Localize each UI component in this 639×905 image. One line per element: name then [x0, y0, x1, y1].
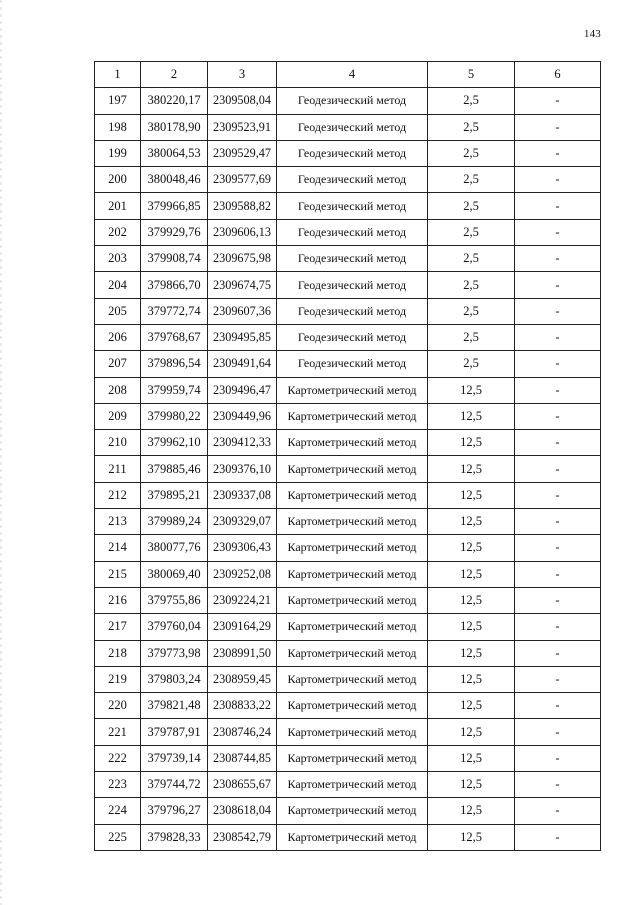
point-number-cell: 221 [95, 719, 141, 745]
table-row [95, 324, 601, 350]
table-row [95, 719, 601, 745]
point-number-cell: 200 [95, 167, 141, 193]
point-number-cell: 217 [95, 614, 141, 640]
y-coordinate-cell: 2308618,04 [208, 798, 277, 824]
y-coordinate-cell: 2309607,36 [208, 298, 277, 324]
y-coordinate-cell: 2309164,29 [208, 614, 277, 640]
y-coordinate-cell: 2309529,47 [208, 140, 277, 166]
table-row [95, 772, 601, 798]
note-cell: - [515, 587, 601, 613]
point-number-cell: 208 [95, 377, 141, 403]
table-row [95, 193, 601, 219]
table-row [95, 693, 601, 719]
method-cell: Картометрический метод [277, 377, 428, 403]
table-row [95, 824, 601, 850]
table-row [95, 140, 601, 166]
y-coordinate-cell: 2309376,10 [208, 456, 277, 482]
note-cell: - [515, 140, 601, 166]
method-cell: Геодезический метод [277, 114, 428, 140]
accuracy-cell: 2,5 [428, 88, 515, 114]
x-coordinate-cell: 379866,70 [141, 272, 208, 298]
note-cell: - [515, 772, 601, 798]
method-cell: Геодезический метод [277, 167, 428, 193]
y-coordinate-cell: 2309306,43 [208, 535, 277, 561]
point-number-cell: 202 [95, 219, 141, 245]
point-number-cell: 224 [95, 798, 141, 824]
note-cell: - [515, 745, 601, 771]
point-number-cell: 223 [95, 772, 141, 798]
header-col-2: 2 [141, 62, 208, 88]
method-cell: Картометрический метод [277, 456, 428, 482]
accuracy-cell: 12,5 [428, 509, 515, 535]
note-cell: - [515, 824, 601, 850]
accuracy-cell: 12,5 [428, 719, 515, 745]
x-coordinate-cell: 379760,04 [141, 614, 208, 640]
note-cell: - [515, 272, 601, 298]
table-row [95, 561, 601, 587]
table-row [95, 298, 601, 324]
x-coordinate-cell: 379744,72 [141, 772, 208, 798]
note-cell: - [515, 640, 601, 666]
method-cell: Геодезический метод [277, 219, 428, 245]
x-coordinate-cell: 379966,85 [141, 193, 208, 219]
note-cell: - [515, 561, 601, 587]
point-number-cell: 225 [95, 824, 141, 850]
method-cell: Картометрический метод [277, 693, 428, 719]
point-number-cell: 201 [95, 193, 141, 219]
x-coordinate-cell: 379989,24 [141, 509, 208, 535]
method-cell: Геодезический метод [277, 88, 428, 114]
point-number-cell: 199 [95, 140, 141, 166]
x-coordinate-cell: 379929,76 [141, 219, 208, 245]
accuracy-cell: 2,5 [428, 219, 515, 245]
y-coordinate-cell: 2309491,64 [208, 351, 277, 377]
method-cell: Картометрический метод [277, 561, 428, 587]
table-row [95, 798, 601, 824]
point-number-cell: 220 [95, 693, 141, 719]
y-coordinate-cell: 2309496,47 [208, 377, 277, 403]
method-cell: Картометрический метод [277, 772, 428, 798]
table-row [95, 430, 601, 456]
table-row [95, 614, 601, 640]
note-cell: - [515, 430, 601, 456]
table-row [95, 403, 601, 429]
header-row [95, 62, 601, 88]
method-cell: Геодезический метод [277, 272, 428, 298]
point-number-cell: 211 [95, 456, 141, 482]
accuracy-cell: 2,5 [428, 114, 515, 140]
note-cell: - [515, 456, 601, 482]
point-number-cell: 218 [95, 640, 141, 666]
x-coordinate-cell: 379803,24 [141, 666, 208, 692]
coordinates-table [94, 61, 601, 851]
note-cell: - [515, 114, 601, 140]
y-coordinate-cell: 2308746,24 [208, 719, 277, 745]
method-cell: Картометрический метод [277, 482, 428, 508]
method-cell: Картометрический метод [277, 666, 428, 692]
accuracy-cell: 12,5 [428, 482, 515, 508]
x-coordinate-cell: 380064,53 [141, 140, 208, 166]
point-number-cell: 216 [95, 587, 141, 613]
note-cell: - [515, 351, 601, 377]
x-coordinate-cell: 379773,98 [141, 640, 208, 666]
method-cell: Картометрический метод [277, 745, 428, 771]
method-cell: Геодезический метод [277, 246, 428, 272]
y-coordinate-cell: 2309337,08 [208, 482, 277, 508]
point-number-cell: 203 [95, 246, 141, 272]
table-header [95, 62, 601, 88]
y-coordinate-cell: 2309495,85 [208, 324, 277, 350]
x-coordinate-cell: 379772,74 [141, 298, 208, 324]
accuracy-cell: 12,5 [428, 824, 515, 850]
x-coordinate-cell: 380069,40 [141, 561, 208, 587]
y-coordinate-cell: 2309606,13 [208, 219, 277, 245]
method-cell: Геодезический метод [277, 324, 428, 350]
note-cell: - [515, 403, 601, 429]
note-cell: - [515, 377, 601, 403]
header-col-3: 3 [208, 62, 277, 88]
note-cell: - [515, 193, 601, 219]
method-cell: Геодезический метод [277, 140, 428, 166]
y-coordinate-cell: 2308959,45 [208, 666, 277, 692]
accuracy-cell: 2,5 [428, 193, 515, 219]
accuracy-cell: 12,5 [428, 561, 515, 587]
header-col-4: 4 [277, 62, 428, 88]
y-coordinate-cell: 2308655,67 [208, 772, 277, 798]
note-cell: - [515, 219, 601, 245]
point-number-cell: 215 [95, 561, 141, 587]
x-coordinate-cell: 379962,10 [141, 430, 208, 456]
point-number-cell: 212 [95, 482, 141, 508]
y-coordinate-cell: 2309588,82 [208, 193, 277, 219]
accuracy-cell: 2,5 [428, 298, 515, 324]
note-cell: - [515, 167, 601, 193]
note-cell: - [515, 246, 601, 272]
x-coordinate-cell: 379828,33 [141, 824, 208, 850]
header-col-1: 1 [95, 62, 141, 88]
accuracy-cell: 12,5 [428, 745, 515, 771]
accuracy-cell: 12,5 [428, 535, 515, 561]
x-coordinate-cell: 379959,74 [141, 377, 208, 403]
x-coordinate-cell: 379896,54 [141, 351, 208, 377]
x-coordinate-cell: 379755,86 [141, 587, 208, 613]
method-cell: Геодезический метод [277, 193, 428, 219]
method-cell: Картометрический метод [277, 535, 428, 561]
note-cell: - [515, 693, 601, 719]
accuracy-cell: 12,5 [428, 798, 515, 824]
table-row [95, 167, 601, 193]
point-number-cell: 214 [95, 535, 141, 561]
table-row [95, 219, 601, 245]
note-cell: - [515, 719, 601, 745]
table-row [95, 640, 601, 666]
y-coordinate-cell: 2308542,79 [208, 824, 277, 850]
point-number-cell: 207 [95, 351, 141, 377]
method-cell: Картометрический метод [277, 614, 428, 640]
note-cell: - [515, 482, 601, 508]
y-coordinate-cell: 2308744,85 [208, 745, 277, 771]
method-cell: Картометрический метод [277, 640, 428, 666]
table-row [95, 351, 601, 377]
y-coordinate-cell: 2309674,75 [208, 272, 277, 298]
x-coordinate-cell: 380178,90 [141, 114, 208, 140]
x-coordinate-cell: 380077,76 [141, 535, 208, 561]
method-cell: Геодезический метод [277, 298, 428, 324]
method-cell: Картометрический метод [277, 798, 428, 824]
point-number-cell: 209 [95, 403, 141, 429]
method-cell: Картометрический метод [277, 430, 428, 456]
accuracy-cell: 12,5 [428, 430, 515, 456]
table-row [95, 272, 601, 298]
point-number-cell: 198 [95, 114, 141, 140]
accuracy-cell: 2,5 [428, 324, 515, 350]
table-row [95, 377, 601, 403]
page-number: 143 [583, 28, 601, 40]
table-row [95, 114, 601, 140]
y-coordinate-cell: 2309577,69 [208, 167, 277, 193]
y-coordinate-cell: 2309412,33 [208, 430, 277, 456]
x-coordinate-cell: 380220,17 [141, 88, 208, 114]
table-row [95, 482, 601, 508]
note-cell: - [515, 614, 601, 640]
accuracy-cell: 12,5 [428, 377, 515, 403]
x-coordinate-cell: 380048,46 [141, 167, 208, 193]
scan-edge-artifact [0, 0, 2, 905]
note-cell: - [515, 298, 601, 324]
note-cell: - [515, 509, 601, 535]
point-number-cell: 210 [95, 430, 141, 456]
accuracy-cell: 2,5 [428, 167, 515, 193]
x-coordinate-cell: 379768,67 [141, 324, 208, 350]
y-coordinate-cell: 2309329,07 [208, 509, 277, 535]
accuracy-cell: 12,5 [428, 666, 515, 692]
accuracy-cell: 2,5 [428, 246, 515, 272]
table-row [95, 535, 601, 561]
header-col-5: 5 [428, 62, 515, 88]
header-col-6: 6 [515, 62, 601, 88]
x-coordinate-cell: 379895,21 [141, 482, 208, 508]
method-cell: Картометрический метод [277, 719, 428, 745]
point-number-cell: 213 [95, 509, 141, 535]
point-number-cell: 205 [95, 298, 141, 324]
point-number-cell: 197 [95, 88, 141, 114]
accuracy-cell: 12,5 [428, 614, 515, 640]
accuracy-cell: 12,5 [428, 456, 515, 482]
accuracy-cell: 2,5 [428, 140, 515, 166]
y-coordinate-cell: 2308991,50 [208, 640, 277, 666]
table-row [95, 745, 601, 771]
accuracy-cell: 12,5 [428, 403, 515, 429]
x-coordinate-cell: 379787,91 [141, 719, 208, 745]
table-row [95, 587, 601, 613]
note-cell: - [515, 798, 601, 824]
table-row [95, 666, 601, 692]
accuracy-cell: 2,5 [428, 351, 515, 377]
method-cell: Картометрический метод [277, 509, 428, 535]
y-coordinate-cell: 2309523,91 [208, 114, 277, 140]
note-cell: - [515, 324, 601, 350]
table-row [95, 456, 601, 482]
x-coordinate-cell: 379980,22 [141, 403, 208, 429]
note-cell: - [515, 535, 601, 561]
point-number-cell: 222 [95, 745, 141, 771]
accuracy-cell: 12,5 [428, 640, 515, 666]
point-number-cell: 204 [95, 272, 141, 298]
note-cell: - [515, 666, 601, 692]
x-coordinate-cell: 379821,48 [141, 693, 208, 719]
x-coordinate-cell: 379885,46 [141, 456, 208, 482]
method-cell: Картометрический метод [277, 824, 428, 850]
point-number-cell: 219 [95, 666, 141, 692]
method-cell: Геодезический метод [277, 351, 428, 377]
table-body [95, 88, 601, 851]
y-coordinate-cell: 2309252,08 [208, 561, 277, 587]
accuracy-cell: 12,5 [428, 587, 515, 613]
accuracy-cell: 12,5 [428, 693, 515, 719]
table-row [95, 509, 601, 535]
method-cell: Картометрический метод [277, 587, 428, 613]
accuracy-cell: 2,5 [428, 272, 515, 298]
accuracy-cell: 12,5 [428, 772, 515, 798]
y-coordinate-cell: 2308833,22 [208, 693, 277, 719]
x-coordinate-cell: 379908,74 [141, 246, 208, 272]
y-coordinate-cell: 2309449,96 [208, 403, 277, 429]
y-coordinate-cell: 2309675,98 [208, 246, 277, 272]
method-cell: Картометрический метод [277, 403, 428, 429]
y-coordinate-cell: 2309224,21 [208, 587, 277, 613]
x-coordinate-cell: 379739,14 [141, 745, 208, 771]
note-cell: - [515, 88, 601, 114]
y-coordinate-cell: 2309508,04 [208, 88, 277, 114]
table-row [95, 88, 601, 114]
x-coordinate-cell: 379796,27 [141, 798, 208, 824]
point-number-cell: 206 [95, 324, 141, 350]
table-row [95, 246, 601, 272]
